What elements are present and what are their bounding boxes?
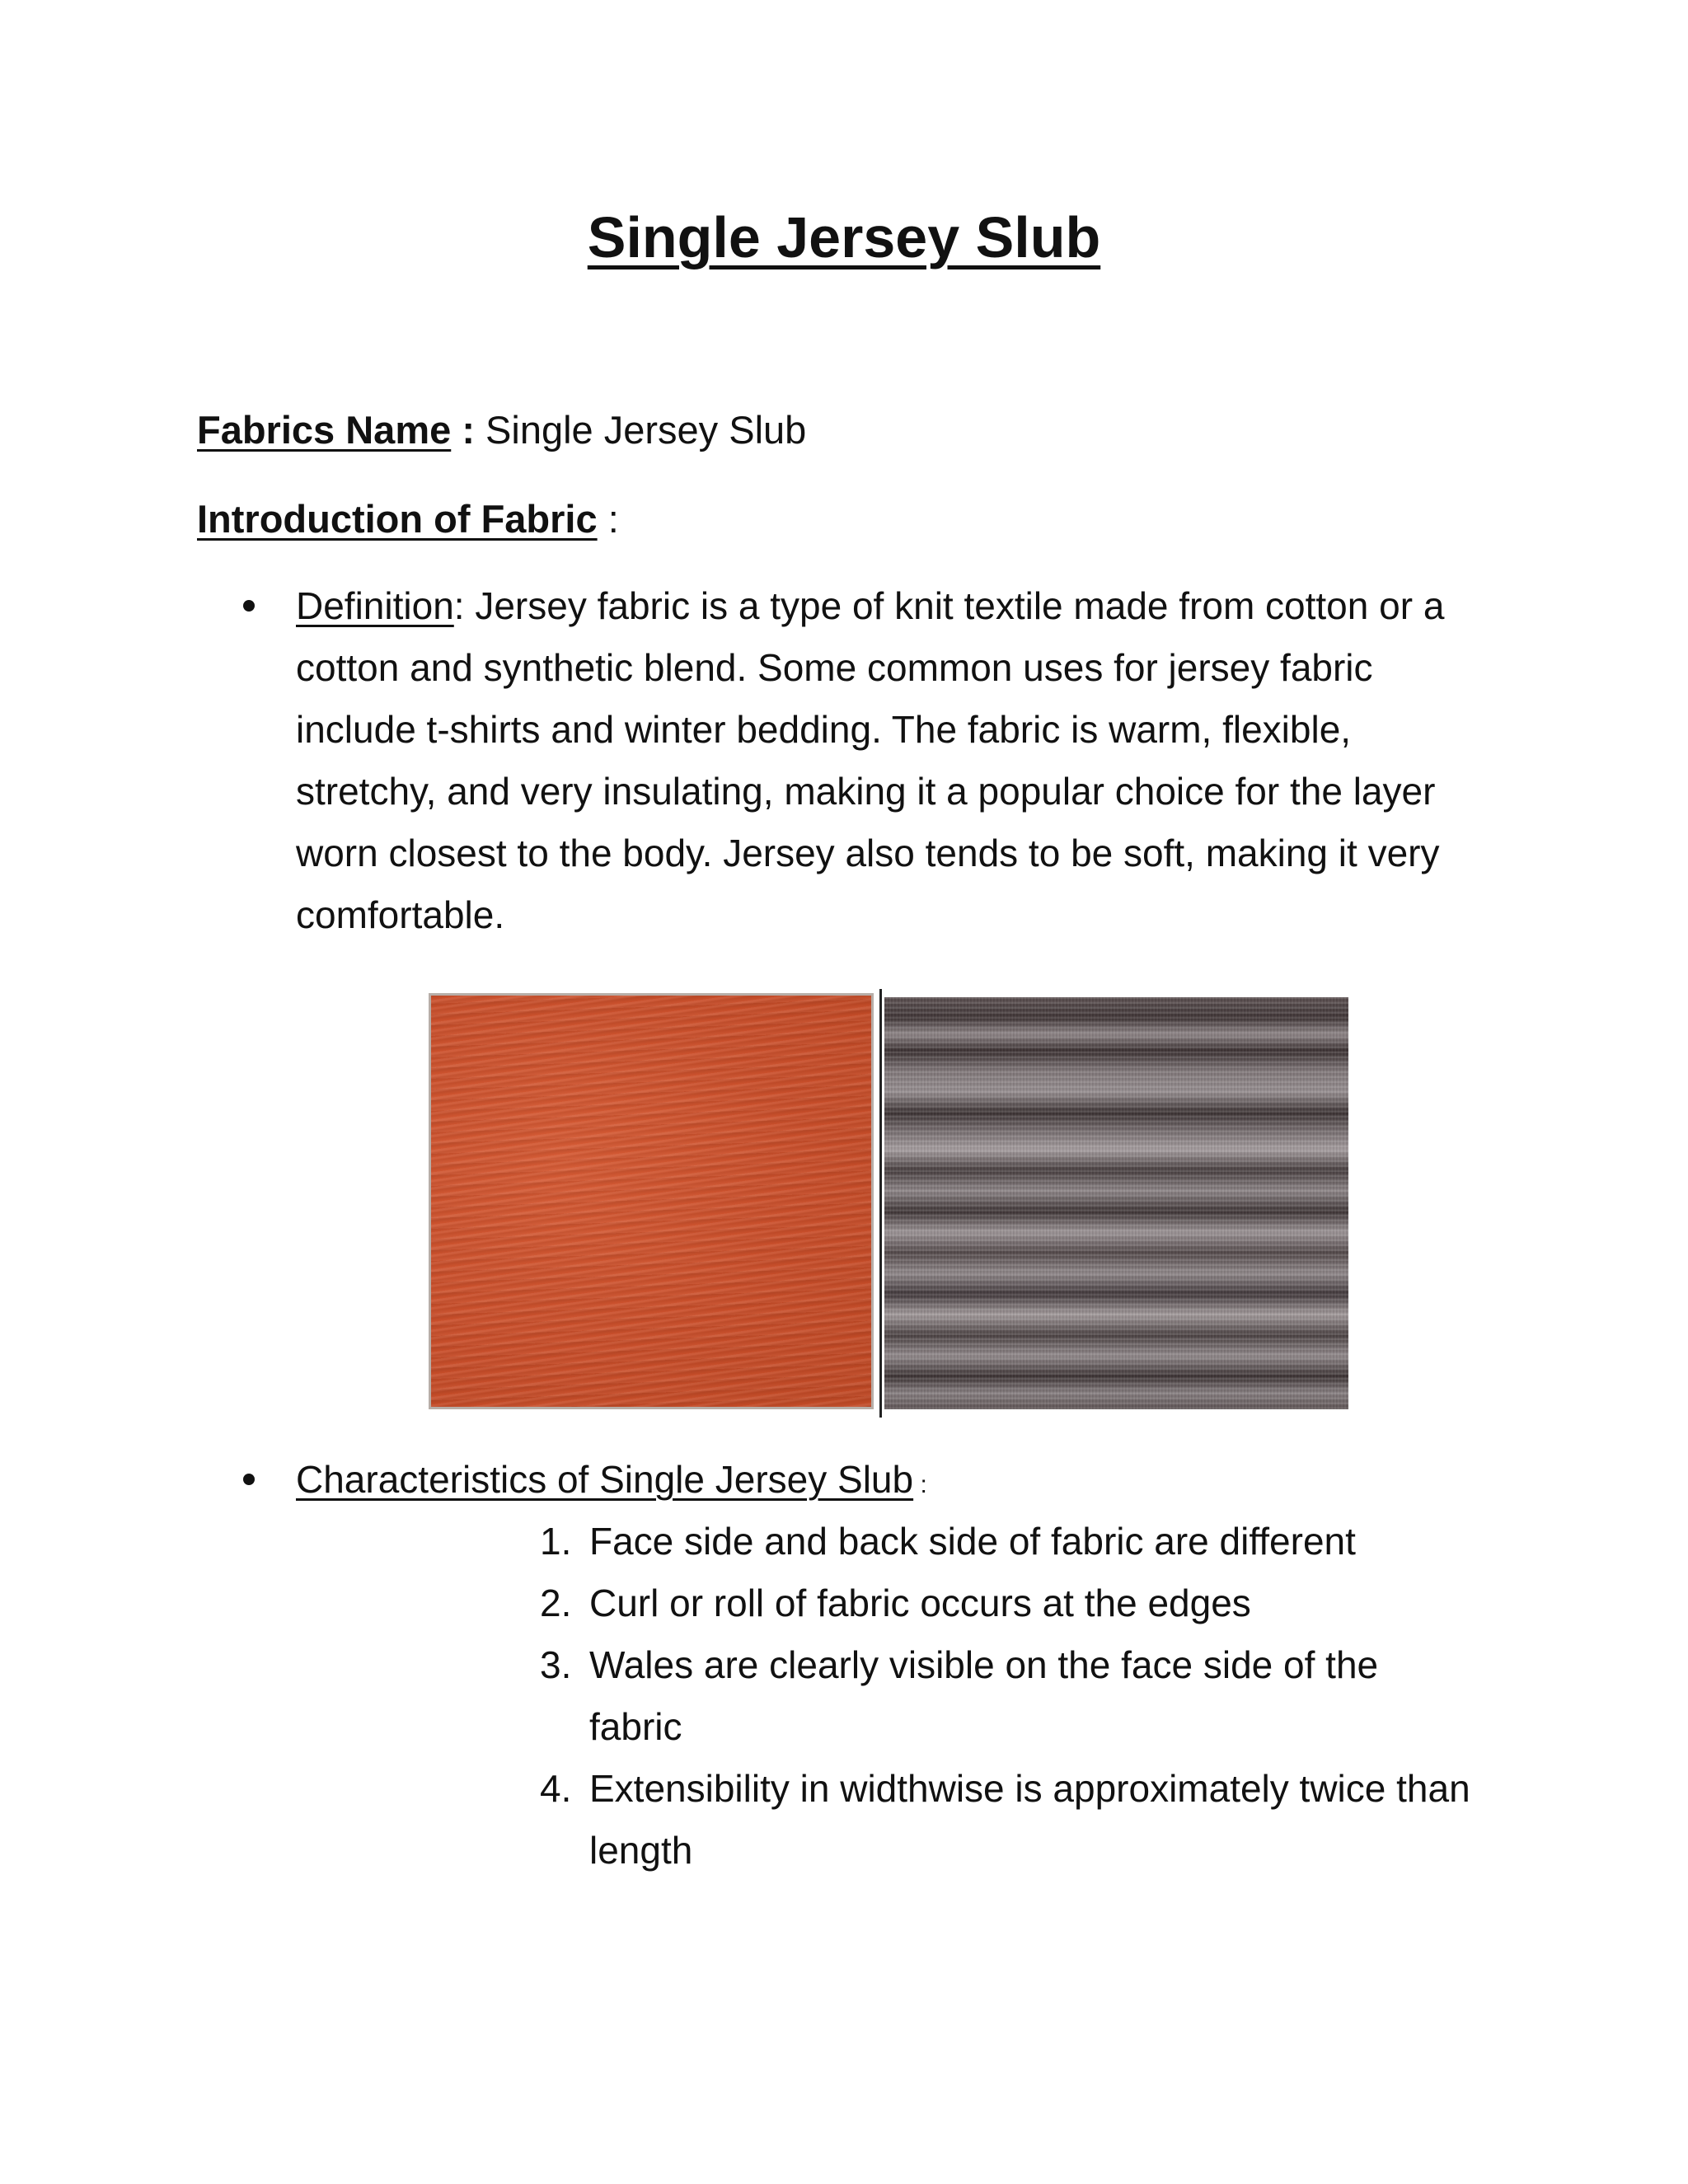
fabric-name-line: [197, 404, 806, 457]
list-item-number: 1.: [540, 1520, 572, 1563]
characteristics-bullet: [243, 1449, 1479, 1516]
list-item: [528, 1511, 1475, 1572]
orange-fabric-image: [429, 993, 874, 1409]
image-divider: [879, 989, 882, 1418]
page-title: [0, 196, 1688, 279]
definition-paragraph: [296, 575, 1450, 946]
fabric-images: [429, 993, 1352, 1413]
characteristics-label: Characteristics of Single Jersey Slub: [296, 1458, 914, 1501]
list-item: [528, 1758, 1475, 1882]
bullet-icon: [243, 600, 255, 612]
definition-bullet: [243, 575, 1479, 946]
characteristics-list: [528, 1511, 1475, 1882]
definition-text: : Jersey fabric is a type of knit textile made from cotton or a cotton and synthetic blend. Some common uses for jersey fabric include t-shirts and winter bedding. The fabric is warm, flexible, stretchy, and very insulating, making it a popular choice for the layer worn closest to the body. Jersey also tends to be soft, making it very comfortable.: [296, 584, 1445, 936]
introduction-label: Introduction of Fabric: [197, 497, 598, 541]
list-item-number: 3.: [540, 1643, 572, 1686]
fabric-name-value: Single Jersey Slub: [485, 408, 807, 452]
list-item-number: 2.: [540, 1582, 572, 1624]
gray-slub-fabric-image: [884, 997, 1348, 1409]
list-item-text: Wales are clearly visible on the face side of the fabric: [589, 1643, 1379, 1748]
list-item-number: 4.: [540, 1767, 572, 1810]
definition-label: Definition: [296, 584, 454, 627]
characteristics-heading: [296, 1449, 1450, 1516]
fabric-name-label: Fabrics Name: [197, 408, 452, 452]
introduction-colon: :: [597, 497, 619, 541]
fabric-name-colon: :: [451, 408, 486, 452]
list-item: [528, 1572, 1475, 1634]
list-item-text: Extensibility in widthwise is approximately twice than length: [589, 1767, 1470, 1872]
characteristics-colon: :: [913, 1471, 927, 1498]
list-item: [528, 1634, 1475, 1758]
bullet-icon: [243, 1474, 255, 1485]
page-title-text: Single Jersey Slub: [587, 205, 1101, 269]
list-item-text: Face side and back side of fabric are different: [589, 1520, 1356, 1563]
list-item-text: Curl or roll of fabric occurs at the edges: [589, 1582, 1251, 1624]
introduction-heading: [197, 493, 619, 546]
